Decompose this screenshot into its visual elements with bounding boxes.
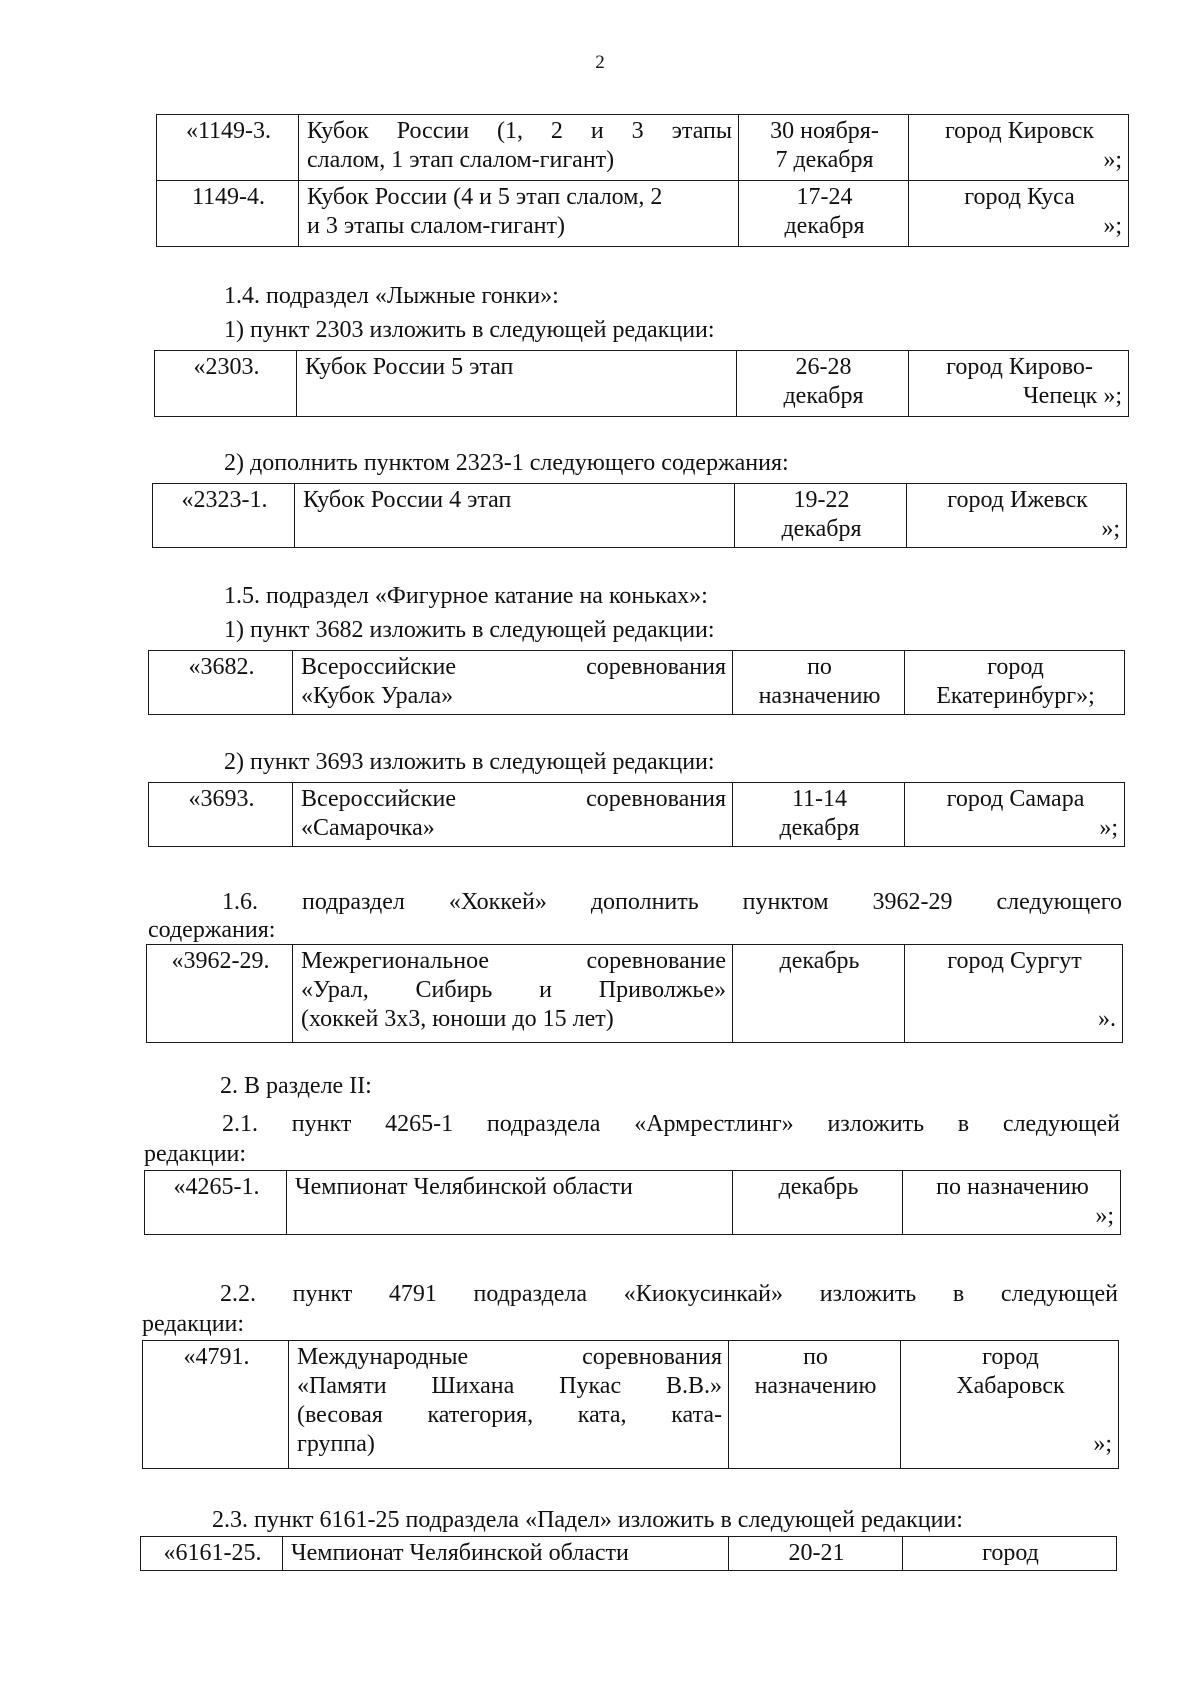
paragraph: 1.6. подраздел «Хоккей» дополнить пунктом 3962-29 следующего (222, 889, 1122, 915)
event-date: 30 ноября- 7 декабря (739, 115, 909, 181)
event-date: 17-24 декабря (739, 181, 909, 247)
item-number: «1149-3. (157, 115, 299, 181)
item-number: «3693. (149, 783, 293, 847)
event-name: Кубок России 4 этап (295, 484, 735, 548)
event-name: Международные соревнования «Памяти Шихана Пукас В.В.» (весовая категория, ката, ката- группа) (289, 1341, 729, 1469)
event-date: декабрь (733, 945, 905, 1043)
event-place: город Кировск »; (909, 115, 1129, 181)
table-slalom (156, 114, 1129, 247)
paragraph: 1) пункт 2303 изложить в следующей редакции: (224, 317, 715, 343)
table-3682 (148, 650, 1125, 715)
table-row (155, 351, 1129, 417)
item-number: «3962-29. (147, 945, 293, 1043)
paragraph: 2) пункт 3693 изложить в следующей редакции: (224, 749, 715, 775)
item-number: «2323-1. (153, 484, 295, 548)
event-date: по назначению (733, 651, 905, 715)
event-date: 20-21 (729, 1537, 903, 1571)
table-row (149, 651, 1125, 715)
item-number: «4265-1. (145, 1171, 287, 1235)
paragraph-continuation: редакции: (142, 1311, 245, 1337)
event-place: город (903, 1537, 1117, 1571)
item-number: «6161-25. (141, 1537, 283, 1571)
item-number: 1149-4. (157, 181, 299, 247)
table-row (149, 783, 1125, 847)
event-date: 11-14 декабря (733, 783, 905, 847)
event-place: по назначению »; (903, 1171, 1121, 1235)
table-4265-1 (144, 1170, 1121, 1235)
event-place: город Екатеринбург»; (905, 651, 1125, 715)
event-name: Чемпионат Челябинской области (283, 1537, 729, 1571)
event-date: по назначению (729, 1341, 901, 1469)
paragraph: 1) пункт 3682 изложить в следующей редакции: (224, 617, 715, 643)
table-row (145, 1171, 1121, 1235)
table-2323-1 (152, 483, 1127, 548)
table-row (157, 181, 1129, 247)
event-date: декабрь (733, 1171, 903, 1235)
event-name: Всероссийские соревнования «Самарочка» (293, 783, 733, 847)
table-row (157, 115, 1129, 181)
event-date: 19-22 декабря (735, 484, 907, 548)
table-2303 (154, 350, 1129, 417)
event-place: город Хабаровск »; (901, 1341, 1119, 1469)
item-number: «2303. (155, 351, 297, 417)
item-number: «3682. (149, 651, 293, 715)
event-place: город Ижевск »; (907, 484, 1127, 548)
paragraph: 2.3. пункт 6161-25 подраздела «Падел» изложить в следующей редакции: (212, 1507, 963, 1533)
event-place: город Кирово- Чепецк »; (909, 351, 1129, 417)
item-number: «4791. (143, 1341, 289, 1469)
table-4791 (142, 1340, 1119, 1469)
event-place: город Сургут ». (905, 945, 1123, 1043)
table-row (147, 945, 1123, 1043)
section-heading: 1.5. подраздел «Фигурное катание на коньках»: (224, 583, 708, 609)
section-heading: 2. В разделе II: (220, 1073, 372, 1099)
event-date: 26-28 декабря (737, 351, 909, 417)
paragraph: 2.1. пункт 4265-1 подраздела «Армрестлинг» изложить в следующей (222, 1111, 1120, 1137)
table-row (143, 1341, 1119, 1469)
paragraph-continuation: редакции: (144, 1141, 247, 1167)
event-name: Межрегиональное соревнование «Урал, Сибирь и Приволжье» (хоккей 3х3, юноши до 15 лет) (293, 945, 733, 1043)
paragraph: 2) дополнить пунктом 2323-1 следующего содержания: (224, 450, 789, 476)
paragraph: 2.2. пункт 4791 подраздела «Киокусинкай» изложить в следующей (220, 1281, 1118, 1307)
table-3693 (148, 782, 1125, 847)
event-place: город Самара »; (905, 783, 1125, 847)
section-heading: 1.4. подраздел «Лыжные гонки»: (224, 283, 559, 309)
event-place: город Куса »; (909, 181, 1129, 247)
table-row (153, 484, 1127, 548)
event-name: Чемпионат Челябинской области (287, 1171, 733, 1235)
table-row (141, 1537, 1117, 1571)
event-name: Кубок России (1, 2 и 3 этапы слалом, 1 этап слалом-гигант) (299, 115, 739, 181)
table-3962-29 (146, 944, 1123, 1043)
table-6161-25 (140, 1536, 1117, 1571)
event-name: Всероссийские соревнования «Кубок Урала» (293, 651, 733, 715)
event-name: Кубок России (4 и 5 этап слалом, 2 и 3 этапы слалом-гигант) (299, 181, 739, 247)
paragraph-continuation: содержания: (148, 917, 276, 943)
page-number: 2 (595, 52, 605, 73)
event-name: Кубок России 5 этап (297, 351, 737, 417)
